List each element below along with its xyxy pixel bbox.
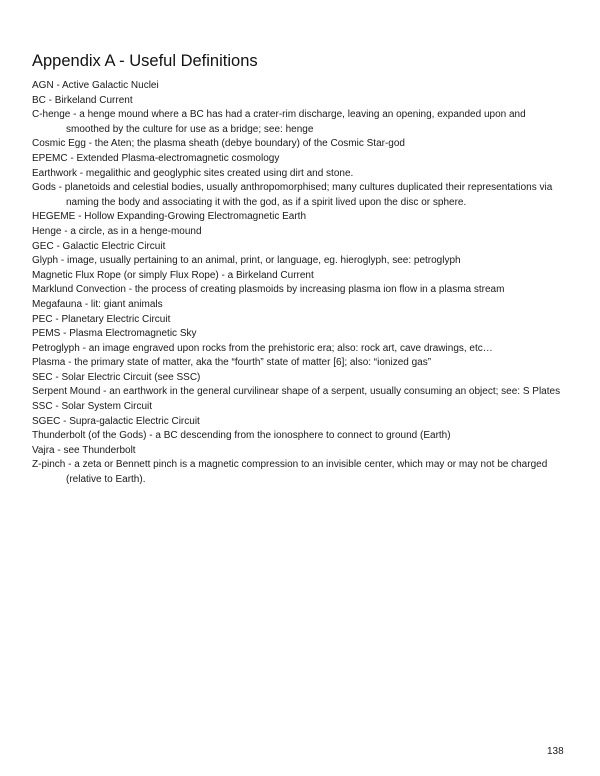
definition-pec: PEC - Planetary Electric Circuit [32,313,171,325]
definition-petroglyph: Petroglyph - an image engraved upon rocks from the prehistoric era; also: rock art, cave drawings, etc… [32,342,493,354]
definition-marklund-convection: Marklund Convection - the process of creating plasmoids by increasing plasma ion flow in a plasma stream [32,284,505,296]
definition-ssc: SSC - Solar System Circuit [32,401,153,413]
definition-sec: SEC - Solar Electric Circuit (see SSC) [32,371,201,383]
page-number: 138 [547,746,564,757]
definition-megafauna: Megafauna - lit: giant animals [32,298,163,310]
definition-cosmic-egg: Cosmic Egg - the Aten; the plasma sheath (debye boundary) of the Cosmic Star-god [32,138,405,150]
definition-plasma: Plasma - the primary state of matter, aka the “fourth” state of matter [6]; also: “ionized gas” [32,357,432,369]
definition-gec: GEC - Galactic Electric Circuit [32,240,166,252]
definition-hegeme: HEGEME - Hollow Expanding-Growing Electromagnetic Earth [32,211,306,223]
definition-pems: PEMS - Plasma Electromagnetic Sky [32,328,197,340]
definitions-list [32,79,568,488]
definition-c-henge: C-henge - a henge mound where a BC has had a crater-rim discharge, leaving an opening, expanded upon and smoothed by the culture for use as a bridge; see: henge [32,109,526,135]
definition-earthwork: Earthwork - megalithic and geoglyphic sites created using dirt and stone. [32,167,354,179]
definition-vajra: Vajra - see Thunderbolt [32,444,136,456]
definition-henge: Henge - a circle, as in a henge-mound [32,225,202,237]
definition-serpent-mound: Serpent Mound - an earthwork in the general curvilinear shape of a serpent, usually consuming an object; see: S Plates [32,386,561,398]
page-title: Appendix A - Useful Definitions [32,52,258,70]
definition-gods: Gods - planetoids and celestial bodies, usually anthropomorphised; many cultures duplicated their representations via naming the body and associating it with the god, as if a spirit lived upon the disc or sphere. [32,182,553,208]
definition-thunderbolt: Thunderbolt (of the Gods) - a BC descending from the ionosphere to connect to ground (Earth) [32,430,451,442]
definition-epemc: EPEMC - Extended Plasma-electromagnetic cosmology [32,152,280,164]
definition-bc: BC - Birkeland Current [32,94,133,106]
definition-magnetic-flux-rope: Magnetic Flux Rope (or simply Flux Rope) - a Birkeland Current [32,269,314,281]
definition-sgec: SGEC - Supra-galactic Electric Circuit [32,415,200,427]
definition-z-pinch: Z-pinch - a zeta or Bennett pinch is a magnetic compression to an invisible center, which may or may not be charged (relative to Earth). [32,459,548,486]
definition-glyph: Glyph - image, usually pertaining to an animal, print, or language, eg. hieroglyph, see: petroglyph [32,255,461,267]
definition-agn: AGN - Active Galactic Nuclei [32,80,159,91]
